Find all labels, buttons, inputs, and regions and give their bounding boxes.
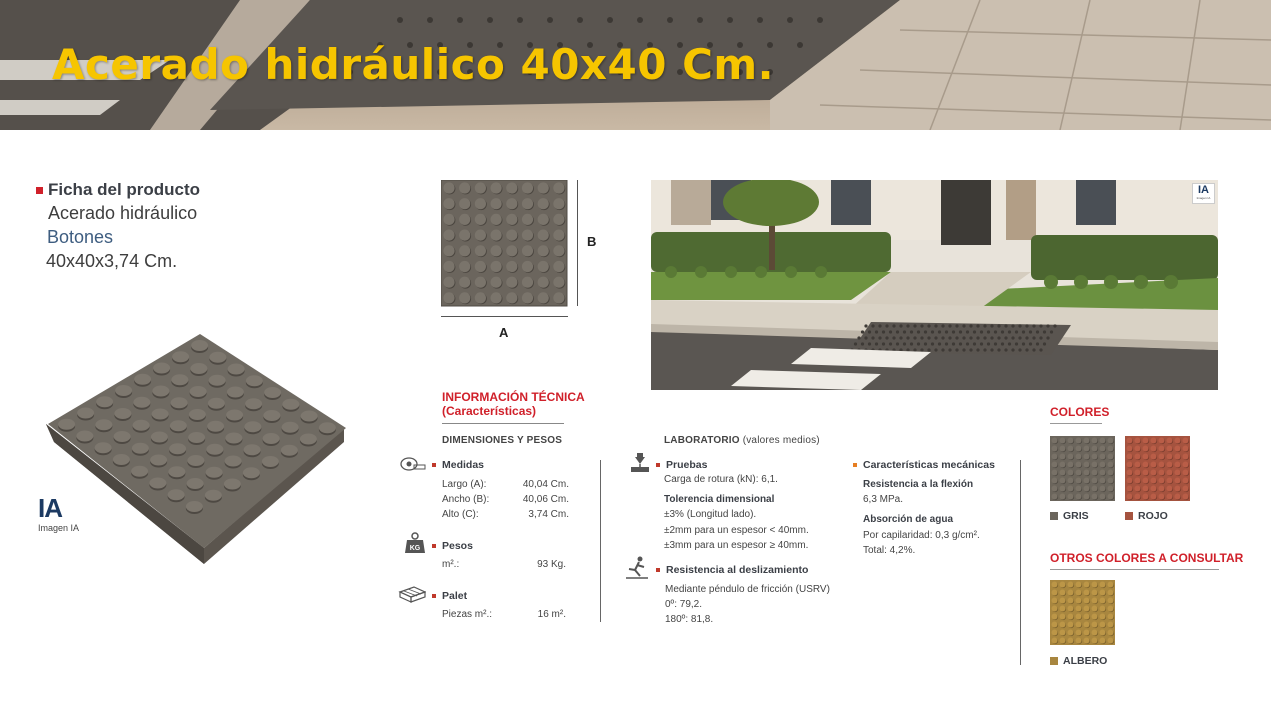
color-label-albero bbox=[1050, 655, 1107, 667]
product-sheet-label: Ficha del producto bbox=[48, 180, 201, 199]
bullet-icon bbox=[432, 544, 436, 548]
palet-row-value: 16 m². bbox=[537, 609, 566, 620]
palet-label: Palet bbox=[442, 590, 468, 602]
dimension-label-a: A bbox=[499, 325, 509, 340]
pesos-row-value: 93 Kg. bbox=[537, 559, 566, 570]
medidas-row bbox=[442, 509, 569, 520]
page-title: Acerado hidráulico 40x40 Cm. bbox=[52, 40, 775, 89]
color-name: ROJO bbox=[1138, 510, 1168, 522]
color-label-gris bbox=[1050, 510, 1089, 522]
pesos-row bbox=[442, 559, 566, 570]
mecanicas-label: Características mecánicas bbox=[863, 459, 995, 471]
ia-badge-caption: Imagen IA bbox=[38, 523, 80, 533]
bullet-icon bbox=[432, 594, 436, 598]
slip-icon bbox=[625, 556, 649, 580]
medidas-row-value: 40,06 Cm. bbox=[522, 494, 569, 505]
medidas-label: Medidas bbox=[442, 459, 485, 471]
medidas-row-value: 3,74 Cm. bbox=[528, 509, 569, 520]
dims-section-heading: DIMENSIONES Y PESOS bbox=[442, 435, 563, 446]
other-colors-heading: OTROS COLORES A CONSULTAR bbox=[1050, 551, 1244, 565]
swatch-albero bbox=[1050, 580, 1115, 645]
colors-rule bbox=[1050, 423, 1102, 424]
other-colors-rule bbox=[1050, 569, 1219, 570]
medidas-heading bbox=[432, 459, 484, 471]
lab-section-heading bbox=[664, 435, 820, 446]
palet-row-label: Piezas m².: bbox=[442, 609, 493, 620]
deslizamiento-line: 180º: 81,8. bbox=[665, 614, 714, 625]
header-banner bbox=[0, 0, 1271, 130]
bullet-icon bbox=[656, 463, 660, 467]
colors-heading: COLORES bbox=[1050, 405, 1110, 419]
mecanicas-heading bbox=[853, 459, 995, 471]
pesos-row-label: m².: bbox=[442, 559, 460, 570]
svg-text:KG: KG bbox=[409, 545, 421, 552]
color-name: GRIS bbox=[1063, 510, 1089, 522]
press-test-icon bbox=[629, 452, 651, 474]
palet-heading bbox=[432, 590, 467, 602]
color-name: ALBERO bbox=[1063, 655, 1108, 667]
tolerancia-line: ±3% (Longitud lado). bbox=[664, 509, 757, 520]
tech-info-heading bbox=[442, 390, 585, 418]
bullet-icon bbox=[432, 463, 436, 467]
medidas-row-label: Largo (A): bbox=[442, 479, 487, 490]
absorcion-line: Por capilaridad: 0,3 g/cm². bbox=[863, 530, 980, 541]
dimension-line-b bbox=[577, 180, 578, 306]
tech-info-subtitle: (Características) bbox=[442, 404, 537, 418]
column-divider bbox=[1020, 460, 1021, 665]
product-type: Botones bbox=[47, 227, 114, 247]
product-sheet-heading bbox=[36, 180, 200, 200]
tile-top-view-image bbox=[441, 180, 568, 307]
lab-section-note: (valores medios) bbox=[742, 435, 820, 446]
color-chip bbox=[1050, 512, 1058, 520]
deslizamiento-label: Resistencia al deslizamiento bbox=[666, 564, 809, 576]
tolerancia-line: ±3mm para un espesor ≥ 40mm. bbox=[664, 540, 809, 551]
pruebas-label: Pruebas bbox=[666, 459, 708, 471]
photo-ia-caption: Imagen IA bbox=[1196, 196, 1211, 200]
medidas-row-label: Ancho (B): bbox=[442, 494, 490, 505]
deslizamiento-line: Mediante péndulo de fricción (USRV) bbox=[665, 584, 830, 595]
absorcion-line: Total: 4,2%. bbox=[863, 545, 916, 556]
tile-3d-image bbox=[44, 332, 354, 572]
pesos-heading bbox=[432, 540, 473, 552]
product-sheet bbox=[36, 180, 200, 272]
photo-ia-label: IA bbox=[1198, 184, 1209, 196]
weight-icon bbox=[404, 532, 426, 554]
dimension-label-b: B bbox=[587, 234, 597, 249]
color-label-rojo bbox=[1125, 510, 1168, 522]
pallet-icon bbox=[398, 586, 426, 604]
medidas-row bbox=[442, 479, 569, 490]
bullet-icon bbox=[853, 463, 857, 467]
deslizamiento-heading bbox=[656, 564, 808, 576]
pesos-label: Pesos bbox=[442, 540, 473, 552]
swatch-gris bbox=[1050, 436, 1115, 501]
tech-info-title: INFORMACIÓN TÉCNICA bbox=[442, 390, 585, 404]
deslizamiento-line: 0º: 79,2. bbox=[665, 599, 703, 610]
absorcion-title: Absorción de agua bbox=[863, 514, 954, 525]
color-chip bbox=[1125, 512, 1133, 520]
sidewalk-photo bbox=[651, 180, 1218, 390]
photo-ia-badge bbox=[1192, 183, 1215, 204]
flexion-value: 6,3 MPa. bbox=[863, 494, 904, 505]
color-chip bbox=[1050, 657, 1058, 665]
product-dimensions: 40x40x3,74 Cm. bbox=[46, 251, 178, 271]
bullet-icon bbox=[36, 187, 43, 194]
ia-badge bbox=[38, 495, 79, 533]
lab-section-label: LABORATORIO bbox=[664, 435, 740, 446]
medidas-row-label: Alto (C): bbox=[442, 509, 479, 520]
carga-rotura: Carga de rotura (kN): 6,1. bbox=[664, 474, 778, 485]
product-name: Acerado hidráulico bbox=[48, 203, 198, 223]
medidas-row bbox=[442, 494, 569, 505]
column-divider bbox=[600, 460, 601, 622]
tolerancia-line: ±2mm para un espesor < 40mm. bbox=[664, 525, 809, 536]
tape-measure-icon bbox=[400, 456, 426, 472]
medidas-row-value: 40,04 Cm. bbox=[522, 479, 569, 490]
swatch-rojo bbox=[1125, 436, 1190, 501]
palet-row bbox=[442, 609, 566, 620]
pruebas-heading bbox=[656, 459, 707, 471]
bullet-icon bbox=[656, 568, 660, 572]
flexion-title: Resistencia a la flexión bbox=[863, 479, 974, 490]
dimension-line-a bbox=[441, 316, 568, 317]
installation-photo bbox=[651, 180, 1218, 390]
ia-badge-label: IA bbox=[38, 493, 62, 523]
tolerancia-title: Tolerencia dimensional bbox=[664, 494, 775, 505]
tech-info-rule bbox=[442, 423, 564, 424]
